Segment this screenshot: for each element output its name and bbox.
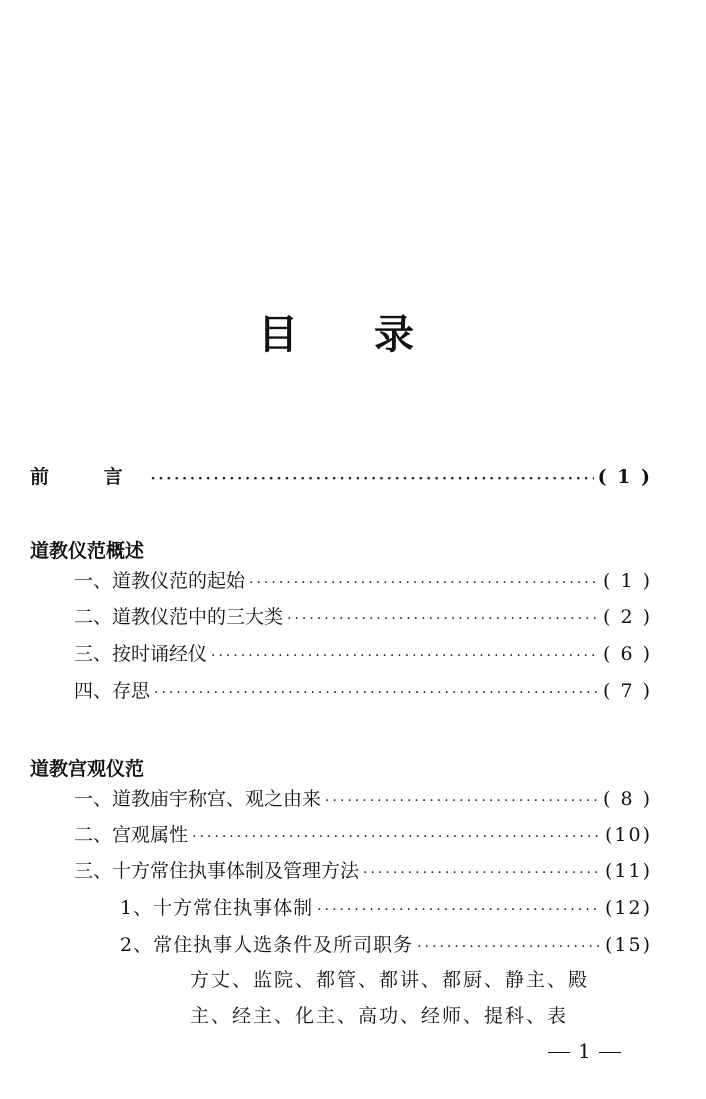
toc-page-number: ( 8 ) bbox=[603, 788, 652, 810]
toc-entry-preface[interactable] bbox=[30, 464, 652, 492]
toc-entry-label: 一、道教庙宇称宫、观之由来 bbox=[74, 788, 322, 810]
page-folio bbox=[540, 1038, 629, 1064]
toc-entry-label: 四、存思 bbox=[74, 680, 151, 702]
toc-entry[interactable] bbox=[74, 604, 652, 632]
page-title bbox=[0, 300, 706, 370]
toc-entry-label: 二、道教仪范中的三大类 bbox=[74, 606, 284, 628]
toc-entry-label: 一、道教仪范的起始 bbox=[74, 570, 246, 592]
toc-entry-label: 三、十方常住执事体制及管理方法 bbox=[74, 860, 360, 882]
toc-entry-label: 前 言 bbox=[30, 466, 147, 488]
toc-page-number: (11) bbox=[604, 860, 652, 882]
toc-page-number: (10) bbox=[604, 824, 652, 846]
title-char-2: 录 bbox=[374, 311, 414, 358]
dot-leader bbox=[363, 860, 601, 886]
toc-page-number: (15) bbox=[604, 934, 652, 956]
folio-dash bbox=[599, 1052, 621, 1053]
dot-leader bbox=[325, 788, 599, 814]
dot-leader bbox=[317, 897, 601, 923]
dot-leader bbox=[192, 824, 601, 850]
toc-page-number: ( 6 ) bbox=[603, 643, 652, 665]
toc-entry-label: 2、常住执事人选条件及所司职务 bbox=[120, 934, 414, 956]
toc-entry[interactable] bbox=[74, 858, 652, 886]
title-char-1: 目 bbox=[258, 311, 298, 358]
toc-entry[interactable] bbox=[74, 641, 652, 669]
toc-note-line: 方丈、监院、都管、都讲、都厨、静主、殿 bbox=[190, 969, 590, 991]
toc-entry[interactable] bbox=[74, 568, 652, 596]
toc-entry[interactable] bbox=[74, 786, 652, 814]
folio-number: 1 bbox=[578, 1039, 591, 1063]
toc-page-number: ( 1 ) bbox=[597, 466, 652, 488]
dot-leader bbox=[287, 606, 599, 632]
dot-leader bbox=[211, 643, 599, 669]
toc-subentry[interactable] bbox=[120, 932, 652, 960]
toc-entry-label: 二、宫观属性 bbox=[74, 824, 189, 846]
toc-page-number: ( 7 ) bbox=[603, 680, 652, 702]
toc-entry-label: 1、十方常住执事体制 bbox=[120, 897, 314, 919]
section-heading: 道教宫观仪范 bbox=[30, 758, 145, 780]
toc-page-number: ( 1 ) bbox=[603, 570, 652, 592]
toc-subentry[interactable] bbox=[120, 895, 652, 923]
toc-entry[interactable] bbox=[74, 822, 652, 850]
section-heading: 道教仪范概述 bbox=[30, 540, 145, 562]
folio-dash bbox=[548, 1052, 570, 1053]
dot-leader bbox=[151, 466, 594, 492]
toc-page-number: ( 2 ) bbox=[603, 606, 652, 628]
toc-entry-label: 三、按时诵经仪 bbox=[74, 643, 208, 665]
toc-entry[interactable] bbox=[74, 678, 652, 706]
dot-leader bbox=[249, 570, 599, 596]
toc-note-line: 主、经主、化主、高功、经师、提科、表 bbox=[190, 1005, 569, 1027]
dot-leader bbox=[417, 934, 601, 960]
toc-page-number: (12) bbox=[604, 897, 652, 919]
dot-leader bbox=[154, 680, 599, 706]
